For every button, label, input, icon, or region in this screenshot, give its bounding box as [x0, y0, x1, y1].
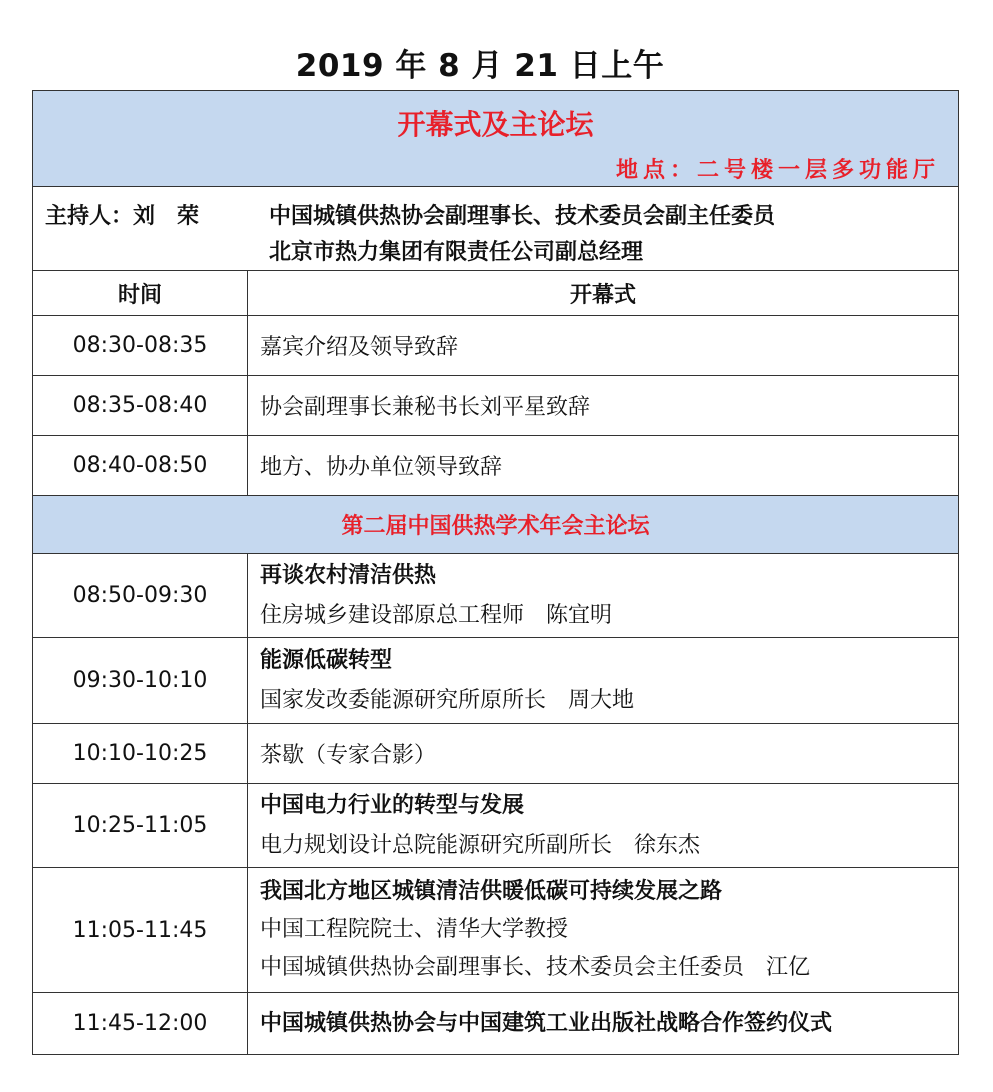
time-cell: 08:40-08:50 [33, 436, 248, 495]
section-title: 开幕式及主论坛 [397, 108, 594, 141]
agenda-item-text: 协会副理事长兼秘书长刘平星致辞 [260, 395, 591, 420]
time-cell: 08:30-08:35 [33, 316, 248, 375]
talk-title: 能源低碳转型 [260, 647, 393, 673]
agenda-item-text: 茶歇（专家合影） [260, 743, 437, 768]
talk-title: 中国城镇供热协会与中国建筑工业出版社战略合作签约仪式 [260, 1010, 833, 1036]
table-row [33, 554, 958, 638]
speaker-line: 电力规划设计总院能源研究所副所长 徐东杰 [260, 832, 701, 858]
table-row [33, 376, 958, 436]
column-header-time: 时间 [33, 271, 248, 315]
host-label: 主持人：刘 荣 [45, 204, 200, 229]
content-cell [248, 784, 958, 867]
table-row [33, 436, 958, 496]
table-row [33, 784, 958, 868]
time-cell: 11:45-12:00 [33, 993, 248, 1054]
talk-title: 我国北方地区城镇清洁供暖低碳可持续发展之路 [260, 879, 723, 904]
speaker-line: 中国工程院院士、清华大学教授 [260, 917, 569, 942]
talk-title: 中国电力行业的转型与发展 [260, 792, 525, 818]
content-cell [248, 554, 958, 637]
content-cell [248, 316, 958, 375]
time-cell: 08:50-09:30 [33, 554, 248, 637]
table-row [33, 316, 958, 376]
section-location: 地点：二号楼一层多功能厅 [615, 158, 940, 183]
table-row [33, 724, 958, 784]
forum-banner: 第二届中国供热学术年会主论坛 [33, 496, 958, 554]
column-header-content: 开幕式 [569, 282, 636, 308]
column-header-row [33, 271, 958, 316]
section-header [33, 91, 958, 187]
content-cell [248, 376, 958, 435]
content-cell [248, 724, 958, 783]
table-row [33, 638, 958, 724]
host-row [33, 187, 958, 271]
time-cell: 09:30-10:10 [33, 638, 248, 723]
time-cell: 10:25-11:05 [33, 784, 248, 867]
content-cell [248, 993, 958, 1054]
content-cell [248, 868, 958, 992]
schedule-table [32, 90, 959, 1055]
page-title: 2019 年 8 月 21 日上午 [295, 48, 665, 84]
table-row [33, 868, 958, 993]
talk-title: 再谈农村清洁供热 [260, 562, 437, 588]
speaker-line: 住房城乡建设部原总工程师 陈宜明 [260, 602, 613, 628]
agenda-item-text: 地方、协办单位领导致辞 [260, 455, 503, 480]
time-cell: 08:35-08:40 [33, 376, 248, 435]
table-row [33, 993, 958, 1054]
agenda-item-text: 嘉宾介绍及领导致辞 [260, 335, 459, 360]
content-cell [248, 436, 958, 495]
host-title-line-2: 北京市热力集团有限责任公司副总经理 [269, 240, 644, 265]
time-cell: 11:05-11:45 [33, 868, 248, 992]
host-title-line-1: 中国城镇供热协会副理事长、技术委员会副主任委员 [269, 204, 776, 229]
speaker-line: 国家发改委能源研究所原所长 周大地 [260, 687, 635, 713]
speaker-line: 中国城镇供热协会副理事长、技术委员会主任委员 江亿 [260, 955, 811, 980]
content-cell [248, 638, 958, 723]
time-cell: 10:10-10:25 [33, 724, 248, 783]
